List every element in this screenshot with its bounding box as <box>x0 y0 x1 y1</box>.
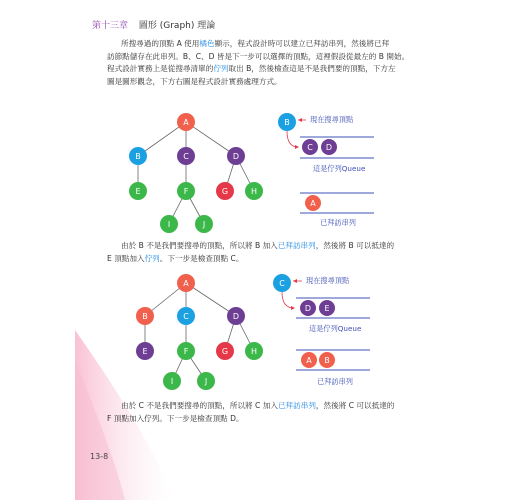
svg-text:E: E <box>324 304 330 313</box>
svg-text:A: A <box>183 279 189 288</box>
svg-text:A: A <box>183 118 189 127</box>
highlight-queue: 佇列 <box>144 253 160 263</box>
svg-text:C: C <box>183 312 189 321</box>
node-H <box>245 342 263 360</box>
text-run: 所搜尋過的頂點 A 使用 <box>121 39 200 48</box>
node-G <box>216 342 234 360</box>
node-E <box>129 182 147 200</box>
svg-text:D: D <box>325 143 333 152</box>
text-run: 顯示，程式設計時可以建立已拜訪串列，然後將已拜 <box>214 39 390 48</box>
svg-text:F: F <box>183 187 189 196</box>
step-b-paragraph <box>107 240 427 265</box>
visited-node <box>305 195 321 211</box>
svg-text:F: F <box>183 347 189 356</box>
svg-text:D: D <box>232 152 240 161</box>
page-number: 13-8 <box>90 452 109 461</box>
graph-edges <box>138 122 254 224</box>
node-B <box>136 307 154 325</box>
visited-node <box>319 352 335 368</box>
visited-list-label: 已拜訪串列 <box>320 218 356 227</box>
text-run: 程式設計實務上是從搜尋清單的 <box>107 64 214 73</box>
pointer-arrow <box>287 131 299 149</box>
svg-text:B: B <box>324 356 330 365</box>
text-line: 訪節點儲存在此串列。B、C、D 皆是下一步可以選擇的頂點，這裡假設從最左的 B 開始。 <box>107 51 410 61</box>
svg-text:I: I <box>167 220 171 229</box>
text-line: 圖是圖形觀念，下方右圖是程式設計實務處理方式。 <box>107 76 282 86</box>
step-c-paragraph <box>107 400 427 425</box>
svg-text:H: H <box>250 347 258 356</box>
figure1-structures <box>278 113 374 213</box>
svg-text:J: J <box>204 377 208 386</box>
node-D <box>227 147 245 165</box>
node-I <box>160 215 178 233</box>
node-G <box>216 182 234 200</box>
svg-text:B: B <box>135 152 141 161</box>
svg-text:E: E <box>135 187 141 196</box>
svg-text:D: D <box>232 312 240 321</box>
current-vertex-node <box>278 113 296 131</box>
svg-text:G: G <box>221 347 229 356</box>
queue-label: 這是佇列Queue <box>313 164 366 173</box>
node-A <box>177 274 195 292</box>
graph2-edges <box>145 283 254 381</box>
chapter-number: 第十三章 <box>92 21 129 31</box>
svg-text:B: B <box>142 312 148 321</box>
node-I <box>163 372 181 390</box>
svg-text:G: G <box>221 187 229 196</box>
visited-list-label: 已拜訪串列 <box>317 377 353 386</box>
pointer-arrow <box>282 292 295 310</box>
text-run: E 頂點加入 <box>107 253 145 263</box>
svg-text:B: B <box>284 118 290 127</box>
current-vertex-label: 現在搜尋頂點 <box>306 276 350 285</box>
svg-text:H: H <box>250 187 258 196</box>
svg-text:E: E <box>142 347 148 356</box>
highlight-queue: 佇列 <box>213 64 229 73</box>
queue-label: 這是佇列Queue <box>309 324 362 333</box>
svg-text:C: C <box>183 152 189 161</box>
queue-node <box>319 300 335 316</box>
text-run: ，然後將 C 可以抵達的 <box>315 401 395 410</box>
queue-node <box>302 139 318 155</box>
text-line: F 頂點加入佇列。下一步是檢查頂點 D。 <box>107 413 244 423</box>
text-run: ，然後將 B 可以抵達的 <box>315 241 395 250</box>
current-vertex-arrow <box>298 118 306 122</box>
current-vertex-label: 現在搜尋頂點 <box>310 115 354 124</box>
highlight-visited: 已拜訪串列 <box>277 401 316 410</box>
svg-text:C: C <box>307 143 313 152</box>
text-run: 由於 C 不是我們要搜尋的頂點，所以將 C 加入 <box>121 401 278 410</box>
node-D <box>227 307 245 325</box>
node-E <box>136 342 154 360</box>
svg-text:A: A <box>306 356 312 365</box>
highlight-visited: 已拜訪串列 <box>277 241 316 250</box>
svg-text:D: D <box>304 304 312 313</box>
current-vertex-node <box>273 274 291 292</box>
queue-node <box>321 139 337 155</box>
svg-text:C: C <box>279 279 285 288</box>
chapter-title: 圖形 (Graph) 理論 <box>138 21 216 31</box>
highlight-orange: 橘色 <box>199 39 215 48</box>
text-run: 。下一步是檢查頂點 C。 <box>159 253 244 263</box>
node-J <box>197 372 215 390</box>
current-vertex-arrow <box>293 279 302 283</box>
text-run: 由於 B 不是我們要搜尋的頂點，所以將 B 加入 <box>121 241 278 250</box>
node-B <box>129 147 147 165</box>
queue-node <box>300 300 316 316</box>
visited-node <box>301 352 317 368</box>
node-J <box>195 215 213 233</box>
node-C <box>177 307 195 325</box>
node-A <box>177 113 195 131</box>
svg-text:J: J <box>202 220 206 229</box>
text-run: 取出 B，然後檢查這是不是我們要的頂點，下方左 <box>228 64 396 73</box>
node-C <box>177 147 195 165</box>
node-F <box>177 342 195 360</box>
svg-text:I: I <box>170 377 174 386</box>
svg-text:A: A <box>310 199 316 208</box>
node-F <box>177 182 195 200</box>
node-H <box>245 182 263 200</box>
figure2-structures <box>273 274 370 370</box>
